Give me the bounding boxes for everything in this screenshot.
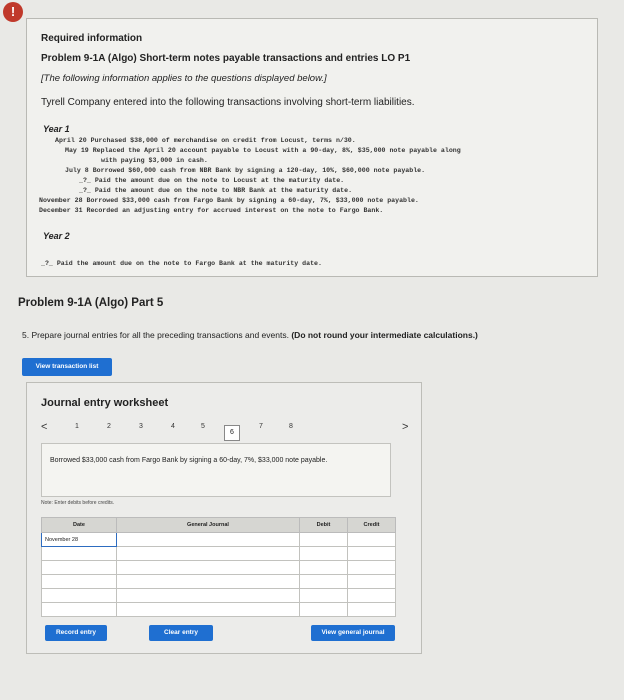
instruction-text: 5. Prepare journal entries for all the preceding transactions and events. (Do not round your intermediate calculations.) xyxy=(22,330,478,340)
date-cell[interactable] xyxy=(42,589,117,603)
debits-note: Note: Enter debits before credits. xyxy=(41,500,115,506)
debit-cell[interactable] xyxy=(300,533,348,547)
applies-note: [The following information applies to the questions displayed below.] xyxy=(41,73,327,84)
table-row xyxy=(42,561,396,575)
debit-cell[interactable] xyxy=(300,589,348,603)
credit-cell[interactable] xyxy=(348,561,396,575)
debit-cell[interactable] xyxy=(300,603,348,617)
page-6-current[interactable]: 6 xyxy=(224,425,240,441)
credit-cell[interactable] xyxy=(348,603,396,617)
credit-cell[interactable] xyxy=(348,575,396,589)
required-information-heading: Required information xyxy=(41,33,143,44)
clear-entry-button[interactable]: Clear entry xyxy=(149,625,213,641)
page-8[interactable]: 8 xyxy=(289,423,293,430)
transaction-line: December 31 Recorded an adjusting entry for accrued interest on the note to Fargo Bank. xyxy=(39,207,384,214)
table-row xyxy=(42,575,396,589)
table-row xyxy=(42,603,396,617)
worksheet-title: Journal entry worksheet xyxy=(41,397,169,409)
col-general-journal: General Journal xyxy=(117,518,300,533)
alert-icon: ! xyxy=(3,2,23,22)
record-entry-button[interactable]: Record entry xyxy=(45,625,107,641)
transaction-line: _?_ Paid the amount due on the note to NBR Bank at the maturity date. xyxy=(79,187,353,194)
credit-cell[interactable] xyxy=(348,589,396,603)
account-cell[interactable] xyxy=(117,533,300,547)
page-7[interactable]: 7 xyxy=(259,423,263,430)
col-date: Date xyxy=(42,518,117,533)
year-2-label: Year 2 xyxy=(43,231,70,241)
date-cell[interactable] xyxy=(42,575,117,589)
date-cell[interactable] xyxy=(42,547,117,561)
debit-cell[interactable] xyxy=(300,547,348,561)
date-cell[interactable] xyxy=(42,603,117,617)
required-information-panel xyxy=(26,18,598,277)
account-cell[interactable] xyxy=(117,561,300,575)
col-credit: Credit xyxy=(348,518,396,533)
transaction-line: July 8 Borrowed $60,000 cash from NBR Bank by signing a 120-day, 10%, $60,000 note payable. xyxy=(65,167,426,174)
journal-table xyxy=(41,517,396,617)
problem-title: Problem 9-1A (Algo) Short-term notes payable transactions and entries LO P1 xyxy=(41,53,411,64)
debit-cell[interactable] xyxy=(300,575,348,589)
account-cell[interactable] xyxy=(117,547,300,561)
date-cell[interactable] xyxy=(42,561,117,575)
page-3[interactable]: 3 xyxy=(139,423,143,430)
table-row xyxy=(42,533,396,547)
next-arrow-icon[interactable]: > xyxy=(402,421,409,433)
transaction-description: Borrowed $33,000 cash from Fargo Bank by signing a 60-day, 7%, $33,000 note payable. xyxy=(41,443,391,497)
col-debit: Debit xyxy=(300,518,348,533)
transaction-line: May 19 Replaced the April 20 account payable to Locust with a 90-day, 8%, $35,000 note payable along xyxy=(65,147,461,154)
intro-text: Tyrell Company entered into the following transactions involving short-term liabilities. xyxy=(41,97,415,108)
account-cell[interactable] xyxy=(117,575,300,589)
table-row xyxy=(42,589,396,603)
credit-cell[interactable] xyxy=(348,547,396,561)
debit-cell[interactable] xyxy=(300,561,348,575)
transaction-line: April 20 Purchased $38,000 of merchandise on credit from Locust, terms n/30. xyxy=(55,137,356,144)
transaction-line: November 28 Borrowed $33,000 cash from Fargo Bank by signing a 60-day, 7%, $33,000 note payable. xyxy=(39,197,419,204)
transaction-line: _?_ Paid the amount due on the note to Fargo Bank at the maturity date. xyxy=(41,260,322,267)
account-cell[interactable] xyxy=(117,603,300,617)
page-4[interactable]: 4 xyxy=(171,423,175,430)
journal-entry-worksheet xyxy=(26,382,422,654)
date-cell[interactable]: November 28 xyxy=(42,533,117,547)
page-5[interactable]: 5 xyxy=(201,423,205,430)
page-2[interactable]: 2 xyxy=(107,423,111,430)
year-1-label: Year 1 xyxy=(43,124,70,134)
table-row xyxy=(42,547,396,561)
view-general-journal-button[interactable]: View general journal xyxy=(311,625,395,641)
account-cell[interactable] xyxy=(117,589,300,603)
transaction-line: with paying $3,000 in cash. xyxy=(101,157,208,164)
view-transaction-list-button[interactable]: View transaction list xyxy=(22,358,112,376)
transaction-line: _?_ Paid the amount due on the note to Locust at the maturity date. xyxy=(79,177,345,184)
prev-arrow-icon[interactable]: < xyxy=(41,421,48,433)
page-1[interactable]: 1 xyxy=(75,423,79,430)
credit-cell[interactable] xyxy=(348,533,396,547)
part-title: Problem 9-1A (Algo) Part 5 xyxy=(18,297,164,309)
